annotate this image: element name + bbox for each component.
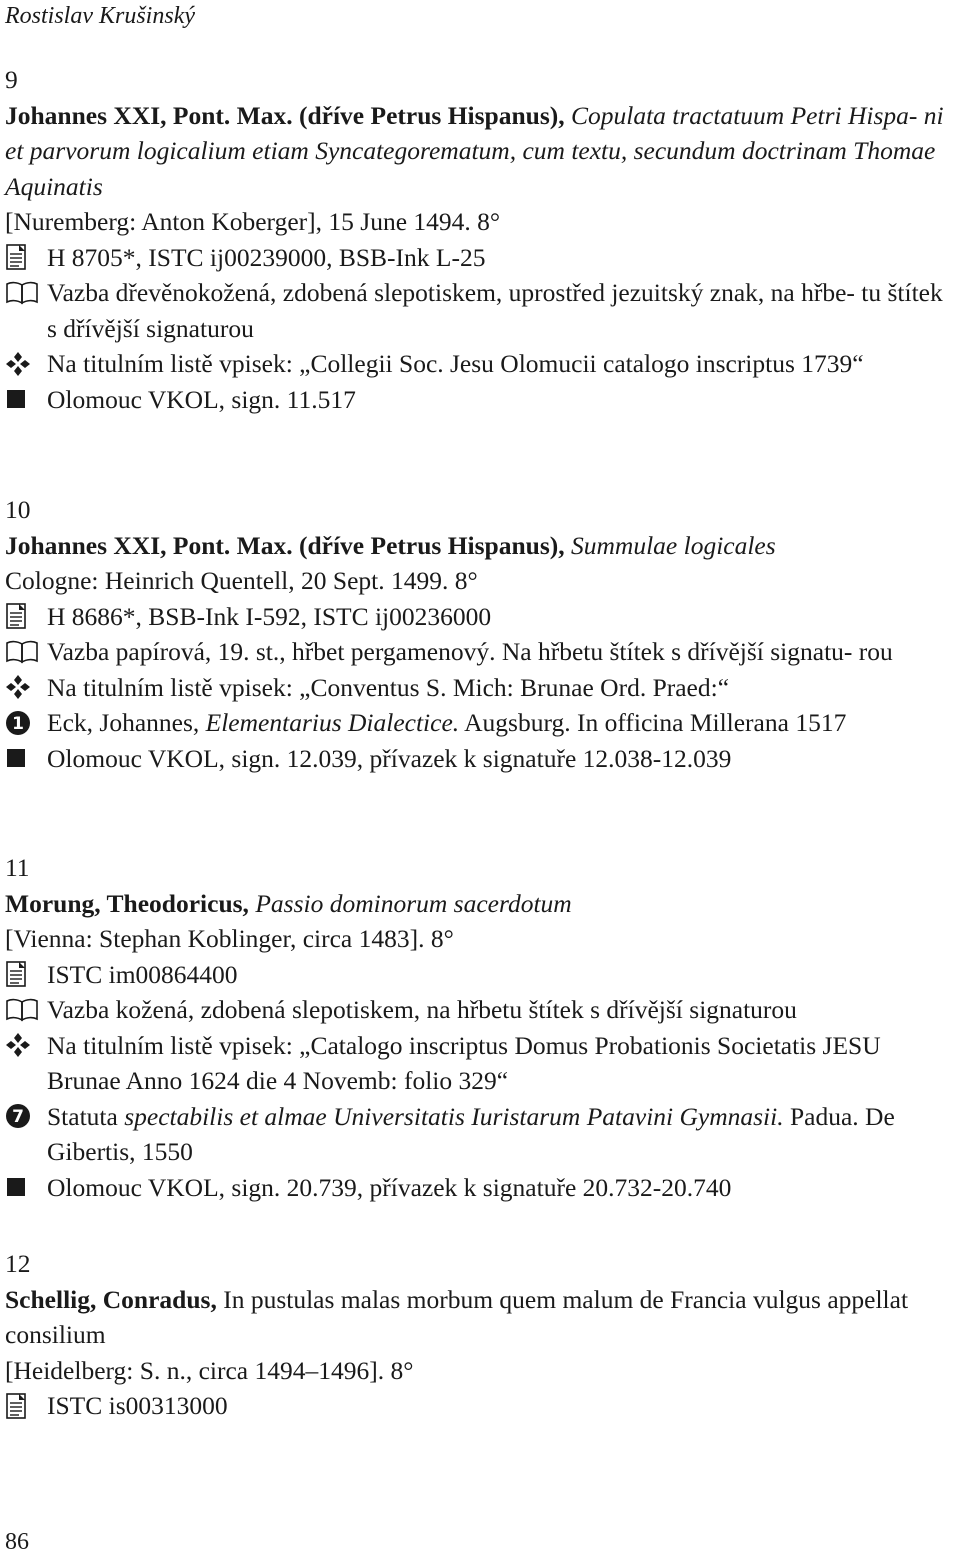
black-square-icon bbox=[5, 382, 41, 417]
open-book-icon bbox=[5, 275, 41, 310]
location-text: Olomouc VKOL, sign. 20.739, přívazek k signatuře 20.732-20.740 bbox=[47, 1172, 732, 1202]
entry-author: Morung, Theodoricus, bbox=[5, 888, 249, 918]
references-row bbox=[5, 599, 955, 635]
open-book-icon bbox=[5, 634, 41, 669]
entry-number: 10 bbox=[5, 495, 31, 524]
convolute-imprint: Augsburg. In officina Millerana 1517 bbox=[464, 708, 847, 737]
entry-imprint: [Nuremberg: Anton Koberger], 15 June 1494. 8° bbox=[5, 207, 501, 236]
location-row bbox=[5, 741, 955, 777]
provenance-row bbox=[5, 346, 955, 382]
binding-row bbox=[5, 275, 955, 346]
entry-imprint: [Vienna: Stephan Koblinger, circa 1483]. 8° bbox=[5, 924, 454, 953]
location-text: Olomouc VKOL, sign. 11.517 bbox=[47, 384, 356, 414]
location-row bbox=[5, 1170, 955, 1206]
references-row bbox=[5, 957, 955, 993]
references-text: ISTC is00313000 bbox=[47, 1391, 228, 1420]
entry-work-title: Passio dominorum sacerdotum bbox=[255, 888, 572, 918]
location-row bbox=[5, 382, 955, 418]
convolute-text bbox=[47, 708, 846, 737]
convolute-author: Eck, Johannes, bbox=[47, 708, 200, 737]
entry-work-title: Copulata tractatuum Petri Hispa- ni et parvorum logicalium etiam Syncategorematum, cum textu, secundum doctrinam Thomae Aquinatis bbox=[5, 100, 944, 201]
references-text: ISTC im00864400 bbox=[47, 959, 238, 989]
circled-number-icon bbox=[5, 1099, 41, 1134]
four-diamonds-icon bbox=[5, 346, 41, 381]
location-text: Olomouc VKOL, sign. 12.039, přívazek k signatuře 12.038-12.039 bbox=[47, 743, 732, 773]
catalog-entry-9 bbox=[5, 62, 955, 417]
document-lines-icon bbox=[5, 240, 41, 275]
four-diamonds-icon bbox=[5, 670, 41, 705]
entry-author: Johannes XXI, Pont. Max. (dříve Petrus Hispanus), bbox=[5, 100, 565, 130]
binding-text: Vazba kožená, zdobená slepotiskem, na hřbetu štítek s dřívější signaturou bbox=[47, 995, 797, 1024]
entry-number: 9 bbox=[5, 65, 18, 94]
references-text: H 8705*, ISTC ij00239000, BSB-Ink L-25 bbox=[47, 242, 486, 272]
four-diamonds-icon bbox=[5, 1028, 41, 1063]
entry-work-title: In pustulas malas morbum quem malum de Francia vulgus appellat consilium bbox=[5, 1284, 909, 1349]
entry-title bbox=[5, 98, 955, 205]
entry-imprint: [Heidelberg: S. n., circa 1494–1496]. 8° bbox=[5, 1355, 414, 1385]
provenance-text: Na titulním listě vpisek: „Collegii Soc. Jesu Olomucii catalogo inscriptus 1739“ bbox=[47, 349, 864, 378]
entry-title bbox=[5, 1282, 955, 1353]
circled-number: 1 bbox=[12, 713, 24, 734]
catalog-entry-10 bbox=[5, 492, 955, 776]
entry-work-title: Summulae logicales bbox=[571, 530, 776, 560]
convolute-row bbox=[5, 705, 955, 741]
provenance-text: Na titulním listě vpisek: „Conventus S. Mich: Brunae Ord. Praed:“ bbox=[47, 672, 730, 702]
document-lines-icon bbox=[5, 1388, 41, 1423]
convolute-row bbox=[5, 1099, 955, 1170]
entry-title bbox=[5, 528, 955, 564]
open-book-icon bbox=[5, 992, 41, 1027]
entry-author: Johannes XXI, Pont. Max. (dříve Petrus Hispanus), bbox=[5, 530, 565, 560]
circled-number: 7 bbox=[12, 1107, 24, 1127]
entry-author: Schellig, Conradus, bbox=[5, 1284, 217, 1314]
catalog-entry-12 bbox=[5, 1246, 955, 1424]
convolute-title: spectabilis et almae Universitatis Iuristarum Patavini Gymnasii. bbox=[124, 1101, 784, 1131]
catalog-entry-11 bbox=[5, 850, 955, 1205]
references-row bbox=[5, 1388, 955, 1424]
references-text: H 8686*, BSB-Ink I-592, ISTC ij00236000 bbox=[47, 601, 492, 631]
circled-number-icon bbox=[5, 705, 41, 740]
entry-title bbox=[5, 886, 955, 922]
document-lines-icon bbox=[5, 599, 41, 634]
convolute-title: Elementarius Dialectice. bbox=[205, 708, 460, 737]
binding-row bbox=[5, 992, 955, 1028]
running-header-author: Rostislav Krušinský bbox=[5, 3, 195, 29]
black-square-icon bbox=[5, 1170, 41, 1205]
entry-imprint: Cologne: Heinrich Quentell, 20 Sept. 1499. 8° bbox=[5, 566, 478, 595]
page-number: 86 bbox=[5, 1529, 29, 1555]
references-row bbox=[5, 240, 955, 276]
black-square-icon bbox=[5, 741, 41, 776]
binding-text: Vazba papírová, 19. st., hřbet pergamenový. Na hřbetu štítek s dřívější signatu- rou bbox=[47, 637, 893, 666]
entry-number: 11 bbox=[5, 853, 30, 882]
document-lines-icon bbox=[5, 957, 41, 992]
convolute-imprint: Padua. De Gibertis, 1550 bbox=[47, 1101, 895, 1166]
provenance-text: Na titulním listě vpisek: „Catalogo inscriptus Domus Probationis Societatis JESU Brunae Anno 1624 die 4 Novemb: folio 329“ bbox=[47, 1030, 881, 1095]
provenance-row bbox=[5, 670, 955, 706]
convolute-author: Statuta bbox=[47, 1101, 118, 1131]
provenance-row bbox=[5, 1028, 955, 1099]
convolute-text bbox=[47, 1102, 895, 1167]
binding-row bbox=[5, 634, 955, 670]
entry-number: 12 bbox=[5, 1249, 31, 1278]
binding-text: Vazba dřevěnokožená, zdobená slepotiskem, uprostřed jezuitský znak, na hřbe- tu štítek s dřívější signaturou bbox=[47, 278, 943, 343]
